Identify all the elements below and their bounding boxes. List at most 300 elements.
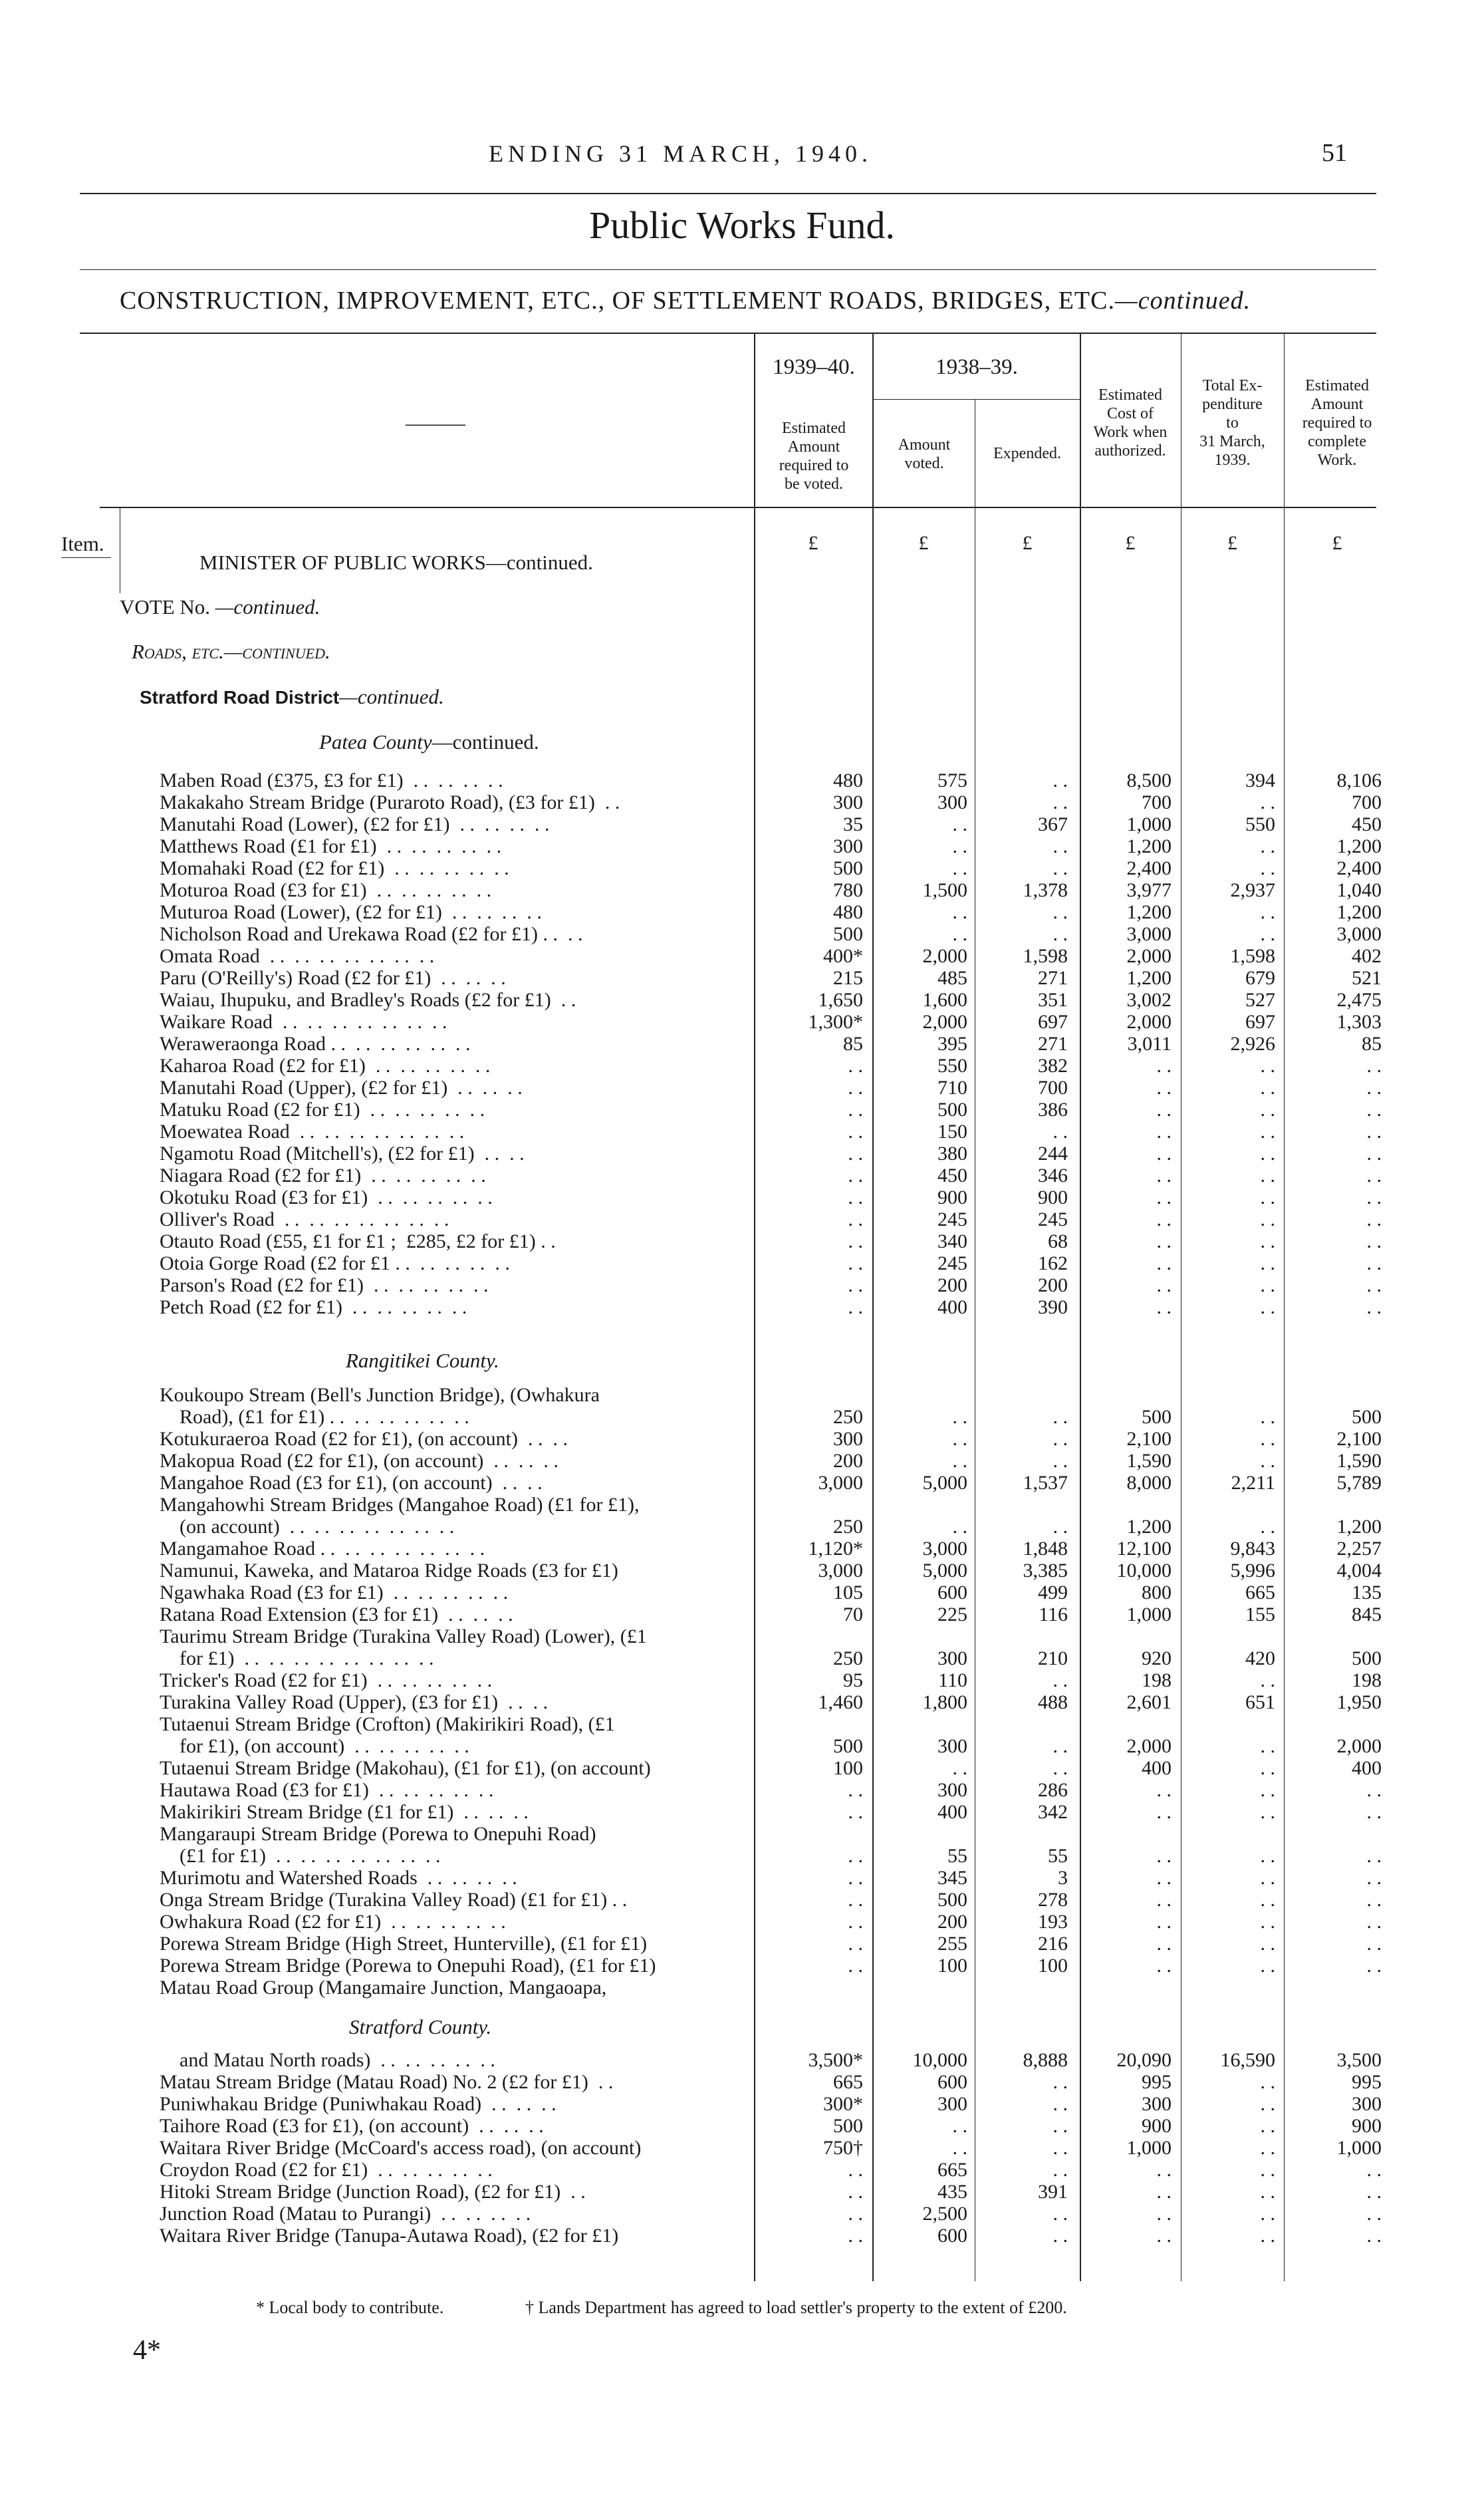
row-label: Petch Road (£2 for £1) . . . . . . . . . . [160, 1296, 467, 1318]
row-value: . . [1366, 1121, 1382, 1143]
row-value: 435 [937, 2181, 967, 2203]
row-value: . . [1366, 1274, 1382, 1296]
row-value: 1,848 [1023, 1538, 1068, 1560]
row-value: . . [952, 813, 967, 835]
header-est-voted [754, 419, 874, 493]
row-value: 1,200 [1126, 901, 1172, 923]
row-value: 395 [937, 1033, 967, 1055]
hdr-line: Amount [787, 438, 840, 456]
row-value: 500 [833, 1735, 863, 1757]
row-value: . . [1366, 1208, 1382, 1230]
row-value: 665 [937, 2159, 967, 2181]
row-value: . . [1260, 2159, 1275, 2181]
row-label: Manutahi Road (Upper), (£2 for £1) . . . . . . [160, 1077, 523, 1099]
row-value: . . [1052, 1757, 1068, 1779]
row-value: 488 [1038, 1691, 1068, 1713]
row-value: . . [1052, 1450, 1068, 1472]
row-value: 2,000 [1336, 1735, 1382, 1757]
row-value: 2,211 [1231, 1472, 1275, 1494]
row-value: 380 [937, 1143, 967, 1165]
row-value: . . [1260, 2071, 1275, 2093]
row-value: . . [1366, 1933, 1382, 1955]
row-value: . . [1260, 835, 1275, 857]
row-value: 55 [947, 1845, 967, 1867]
row-value: 342 [1038, 1801, 1068, 1823]
row-value: . . [1156, 1889, 1172, 1911]
header-expended: Expended. [993, 445, 1061, 462]
rule-header-bottom [100, 507, 1376, 508]
row-label: Tricker's Road (£2 for £1) . . . . . . . . . . [160, 1669, 493, 1691]
hdr-line: complete [1308, 433, 1366, 450]
row-label: Makirikiri Stream Bridge (£1 for £1) . . . . . . [160, 1801, 529, 1823]
row-value: 8,888 [1023, 2049, 1068, 2071]
row-value: 679 [1245, 967, 1275, 989]
row-value: . . [1260, 1274, 1275, 1296]
row-value: 710 [937, 1077, 967, 1099]
row-value: 700 [1142, 791, 1172, 813]
row-value: . . [1156, 1911, 1172, 1933]
row-value: . . [1260, 1669, 1275, 1691]
hdr-line: authorized. [1094, 442, 1166, 460]
row-label: Makakaho Stream Bridge (Puraroto Road), (£3 for £1) . . [160, 791, 620, 813]
row-value: . . [1366, 1779, 1382, 1801]
stratford-heading: Stratford County. [349, 2015, 492, 2038]
row-label: Onga Stream Bridge (Turakina Valley Road) (£1 for £1) . . [160, 1889, 628, 1911]
header-1938-39: 1938–39. [935, 355, 1018, 379]
row-value: . . [1366, 1801, 1382, 1823]
row-value: 2,000 [922, 1011, 967, 1033]
row-value: 386 [1038, 1099, 1068, 1121]
row-label: Namunui, Kaweka, and Mataroa Ridge Roads (£3 for £1) [160, 1560, 618, 1582]
row-label: Waitara River Bridge (McCoard's access road), (on account) [160, 2137, 642, 2159]
row-value: 480 [833, 769, 863, 791]
row-label: Manutahi Road (Lower), (£2 for £1) . . . . . . . . [160, 813, 550, 835]
row-value: 3,500* [808, 2049, 863, 2071]
row-label: Mangahowhi Stream Bridges (Mangahoe Road) (£1 for £1), [160, 1494, 640, 1516]
row-value: 550 [937, 1055, 967, 1077]
row-value: 1,200 [1336, 1516, 1382, 1538]
row-value: . . [1052, 1516, 1068, 1538]
row-value: . . [848, 1845, 863, 1867]
row-value: 700 [1352, 791, 1382, 813]
row-value: . . [1260, 1735, 1275, 1757]
row-label: Paru (O'Reilly's) Road (£2 for £1) . . . . . . [160, 967, 506, 989]
row-value: . . [1260, 1077, 1275, 1099]
row-label: Matau Stream Bridge (Matau Road) No. 2 (£2 for £1) . . [160, 2071, 614, 2093]
row-value: 3,000 [1336, 923, 1382, 945]
hdr-line: Work. [1317, 452, 1357, 469]
row-value: 340 [937, 1230, 967, 1252]
row-value: 225 [937, 1603, 967, 1625]
row-value: 1,000 [1126, 1603, 1172, 1625]
row-label: Tutaenui Stream Bridge (Crofton) (Makirikiri Road), (£1 [160, 1713, 615, 1735]
row-value: . . [1052, 2071, 1068, 2093]
row-value: 110 [938, 1669, 967, 1691]
row-value: 300* [823, 2093, 863, 2115]
row-value: 700 [1038, 1077, 1068, 1099]
hdr-line: required to [779, 457, 849, 474]
row-value: 135 [1352, 1582, 1382, 1603]
row-value: . . [848, 1867, 863, 1889]
row-value: 1,590 [1336, 1450, 1382, 1472]
row-label: and Matau North roads) . . . . . . . . . . [160, 2049, 495, 2071]
row-value: 3,000 [818, 1472, 863, 1494]
row-value: . . [1260, 1099, 1275, 1121]
row-value: 8,000 [1126, 1472, 1172, 1494]
row-value: . . [848, 1779, 863, 1801]
vote-cont: —continued. [215, 595, 320, 619]
row-value: . . [1260, 1252, 1275, 1274]
hdr-line: Estimated [1305, 377, 1369, 394]
row-value: 1,000 [1126, 2137, 1172, 2159]
row-value: 500 [937, 1889, 967, 1911]
row-value: . . [848, 1911, 863, 1933]
row-value: 2,000 [1126, 945, 1172, 967]
hdr-line: Estimated [782, 420, 846, 437]
row-value: . . [848, 1252, 863, 1274]
row-value: . . [1260, 1165, 1275, 1186]
row-value: 5,000 [922, 1472, 967, 1494]
row-value: . . [1366, 1867, 1382, 1889]
row-value: 346 [1038, 1165, 1068, 1186]
row-value: 4,004 [1336, 1560, 1382, 1582]
rule-top [80, 193, 1376, 194]
row-value: . . [1156, 1955, 1172, 1977]
row-value: . . [1156, 2159, 1172, 2181]
row-value: 402 [1352, 945, 1382, 967]
row-value: 3,385 [1023, 1560, 1068, 1582]
row-value: . . [848, 1933, 863, 1955]
row-label: for £1) . . . . . . . . . . . . . . . . [160, 1647, 434, 1669]
row-value: . . [1156, 2181, 1172, 2203]
row-value: . . [1052, 2203, 1068, 2225]
row-value: . . [952, 1450, 967, 1472]
row-label: Weraweraonga Road . . . . . . . . . . . . [160, 1033, 471, 1055]
row-value: 500 [1352, 1406, 1382, 1428]
row-label: Niagara Road (£2 for £1) . . . . . . . . . . [160, 1165, 486, 1186]
row-value: . . [1260, 1845, 1275, 1867]
row-value: . . [848, 2159, 863, 2181]
row-value: 527 [1245, 989, 1275, 1011]
row-label: Turakina Valley Road (Upper), (£3 for £1) . . . . [160, 1691, 549, 1713]
row-value: 500 [833, 2115, 863, 2137]
row-value: 900 [1352, 2115, 1382, 2137]
row-value: 900 [1142, 2115, 1172, 2137]
row-value: . . [1366, 1055, 1382, 1077]
row-value: 500 [833, 923, 863, 945]
row-value: 1,590 [1126, 1450, 1172, 1472]
row-value: 382 [1038, 1055, 1068, 1077]
row-value: 2,100 [1126, 1428, 1172, 1450]
row-label: Waikare Road . . . . . . . . . . . . . . [160, 1011, 447, 1033]
patea-cont: —continued. [432, 730, 539, 754]
row-label: (£1 for £1) . . . . . . . . . . . . . . [160, 1845, 441, 1867]
row-value: 198 [1352, 1669, 1382, 1691]
footnote-dagger: † Lands Department has agreed to load settler's property to the extent of £200. [525, 2298, 1067, 2317]
row-value: 210 [1038, 1647, 1068, 1669]
row-value: . . [848, 2203, 863, 2225]
row-value: . . [848, 1186, 863, 1208]
row-label: Omata Road . . . . . . . . . . . . . . [160, 945, 435, 967]
row-value: 351 [1038, 989, 1068, 1011]
row-value: 300 [937, 791, 967, 813]
row-label: Waitara River Bridge (Tanupa-Autawa Road), (£2 for £1) [160, 2225, 619, 2247]
district-name: Stratford Road District [140, 687, 340, 708]
row-value: . . [1052, 1428, 1068, 1450]
row-value: 2,937 [1230, 879, 1275, 901]
row-value: 697 [1038, 1011, 1068, 1033]
page-title: Public Works Fund. [589, 204, 895, 247]
row-value: 3,011 [1127, 1033, 1172, 1055]
row-value: . . [1260, 791, 1275, 813]
hdr-line: required to [1302, 414, 1372, 432]
row-value: 900 [937, 1186, 967, 1208]
row-value: 3 [1058, 1867, 1068, 1889]
row-value: . . [848, 1274, 863, 1296]
subtitle-cont: —continued. [1114, 287, 1251, 315]
item-label: Item. [61, 532, 104, 555]
row-value: . . [1052, 2093, 1068, 2115]
row-value: 575 [937, 769, 967, 791]
row-value: 200 [1038, 1274, 1068, 1296]
row-value: 250 [833, 1406, 863, 1428]
header-est-complete [1284, 376, 1390, 470]
header-1939-40: 1939–40. [773, 355, 855, 379]
row-value: 244 [1038, 1143, 1068, 1165]
row-value: . . [1052, 1669, 1068, 1691]
row-value: . . [1260, 1143, 1275, 1165]
row-value: . . [848, 2225, 863, 2247]
row-value: 391 [1038, 2181, 1068, 2203]
row-value: 1,598 [1230, 945, 1275, 967]
row-value: . . [1366, 1889, 1382, 1911]
row-value: 2,926 [1230, 1033, 1275, 1055]
row-value: . . [848, 1143, 863, 1165]
row-value: 245 [937, 1252, 967, 1274]
row-value: . . [1052, 857, 1068, 879]
row-value: 300 [937, 2093, 967, 2115]
row-value: 1,000 [1126, 813, 1172, 835]
row-value: . . [1156, 1933, 1172, 1955]
row-value: 995 [1352, 2071, 1382, 2093]
row-value: 394 [1245, 769, 1275, 791]
row-value: 1,200 [1336, 835, 1382, 857]
row-value: . . [952, 835, 967, 857]
row-value: 499 [1038, 1582, 1068, 1603]
row-value: . . [1260, 1933, 1275, 1955]
row-value: 1,200 [1126, 1516, 1172, 1538]
row-value: . . [1366, 2203, 1382, 2225]
row-value: . . [952, 923, 967, 945]
row-label: Olliver's Road . . . . . . . . . . . . . . [160, 1208, 449, 1230]
row-value: 400 [1142, 1757, 1172, 1779]
row-value: 450 [937, 1165, 967, 1186]
row-label: Otoia Gorge Road (£2 for £1 . . . . . . . . . . [160, 1252, 510, 1274]
row-value: 162 [1038, 1252, 1068, 1274]
row-label: Ngamotu Road (Mitchell's), (£2 for £1) . . . . [160, 1143, 525, 1165]
row-value: 95 [843, 1669, 863, 1691]
vote-label: VOTE No. [120, 595, 211, 619]
row-value: 2,000 [1126, 1011, 1172, 1033]
row-label: Hautawa Road (£3 for £1) . . . . . . . . . . [160, 1779, 494, 1801]
row-value: 116 [1039, 1603, 1068, 1625]
row-value: . . [1156, 1143, 1172, 1165]
row-value: . . [952, 1516, 967, 1538]
row-label: Maben Road (£375, £3 for £1) . . . . . . . . [160, 769, 503, 791]
pound-sign: £ [1022, 532, 1033, 554]
hdr-line: Cost of [1106, 405, 1154, 422]
row-value: . . [848, 1889, 863, 1911]
footnote-star: * Local body to contribute. [256, 2298, 444, 2317]
row-value: . . [1366, 1186, 1382, 1208]
pound-sign: £ [1332, 532, 1342, 554]
row-value: 390 [1038, 1296, 1068, 1318]
row-value: . . [952, 1428, 967, 1450]
row-value: . . [1260, 901, 1275, 923]
row-value: 1,378 [1023, 879, 1068, 901]
row-value: . . [1260, 1911, 1275, 1933]
row-value: 100 [833, 1757, 863, 1779]
row-value: . . [1052, 923, 1068, 945]
row-value: 100 [937, 1955, 967, 1977]
row-value: 500 [1142, 1406, 1172, 1428]
row-value: 1,650 [818, 989, 863, 1011]
row-value: 1,000 [1336, 2137, 1382, 2159]
signature-mark: 4* [133, 2335, 161, 2366]
row-value: 2,475 [1336, 989, 1382, 1011]
row-label: Koukoupo Stream (Bell's Junction Bridge), (Owhakura [160, 1384, 600, 1406]
vote-heading [120, 595, 320, 619]
row-value: . . [1156, 1208, 1172, 1230]
row-value: 8,500 [1126, 769, 1172, 791]
row-value: 1,300* [808, 1011, 863, 1033]
hdr-line: penditure [1202, 396, 1263, 413]
row-value: 1,460 [818, 1691, 863, 1713]
row-value: . . [1260, 2115, 1275, 2137]
row-value: 245 [937, 1208, 967, 1230]
row-value: . . [1260, 1867, 1275, 1889]
row-value: 845 [1352, 1603, 1382, 1625]
row-value: . . [1260, 2137, 1275, 2159]
row-label: Parson's Road (£2 for £1) . . . . . . . . . . [160, 1274, 489, 1296]
row-value: 900 [1038, 1186, 1068, 1208]
row-value: . . [1156, 1077, 1172, 1099]
row-label: Waiau, Ihupuku, and Bradley's Roads (£2 for £1) . . [160, 989, 576, 1011]
hdr-line: Work when [1093, 424, 1168, 441]
row-value: 105 [833, 1582, 863, 1603]
row-label: Ngawhaka Road (£3 for £1) . . . . . . . . . . [160, 1582, 509, 1603]
row-value: 2,400 [1336, 857, 1382, 879]
row-value: . . [848, 1230, 863, 1252]
row-value: . . [1366, 1911, 1382, 1933]
row-value: . . [1366, 1296, 1382, 1318]
district-heading [140, 685, 444, 709]
row-value: 1,303 [1336, 1011, 1382, 1033]
row-value: 500 [1352, 1647, 1382, 1669]
row-value: . . [1052, 2159, 1068, 2181]
row-value: . . [1052, 2137, 1068, 2159]
row-value: 600 [937, 1582, 967, 1603]
pound-sign: £ [1125, 532, 1136, 554]
row-value: . . [1366, 2181, 1382, 2203]
row-value: . . [1260, 1186, 1275, 1208]
row-value: . . [1156, 1165, 1172, 1186]
row-value: . . [1366, 1077, 1382, 1099]
row-value: 5,789 [1336, 1472, 1382, 1494]
row-label: Taurimu Stream Bridge (Turakina Valley Road) (Lower), (£1 [160, 1625, 647, 1647]
row-label: for £1), (on account) . . . . . . . . . . [160, 1735, 469, 1757]
row-value: . . [952, 2115, 967, 2137]
row-value: . . [1260, 1208, 1275, 1230]
row-value: 1,598 [1023, 945, 1068, 967]
row-value: 2,257 [1336, 1538, 1382, 1560]
pound-sign: £ [1227, 532, 1237, 554]
row-value: . . [1260, 923, 1275, 945]
row-value: 521 [1352, 967, 1382, 989]
row-value: 300 [937, 1647, 967, 1669]
row-value: 200 [937, 1911, 967, 1933]
row-value: . . [848, 1801, 863, 1823]
row-value: . . [848, 1077, 863, 1099]
row-value: . . [952, 1406, 967, 1428]
row-value: . . [1052, 901, 1068, 923]
row-value: 85 [843, 1033, 863, 1055]
hdr-line: Amount [898, 436, 951, 454]
row-value: . . [1156, 1121, 1172, 1143]
table-subtitle [120, 286, 1251, 315]
row-value: 1,200 [1126, 835, 1172, 857]
row-value: 20,090 [1116, 2049, 1172, 2071]
row-value: . . [1260, 2203, 1275, 2225]
row-label: Croydon Road (£2 for £1) . . . . . . . . . . [160, 2159, 493, 2181]
row-value: . . [952, 1757, 967, 1779]
row-value: 3,500 [1336, 2049, 1382, 2071]
row-value: 345 [937, 1867, 967, 1889]
row-value: . . [1156, 1055, 1172, 1077]
row-value: 16,590 [1220, 2049, 1275, 2071]
row-value: . . [1366, 2225, 1382, 2247]
row-label: Kotukuraeroa Road (£2 for £1), (on account) . . . . [160, 1428, 568, 1450]
row-value: . . [1052, 2225, 1068, 2247]
row-value: . . [1260, 2093, 1275, 2115]
row-value: 8,106 [1336, 769, 1382, 791]
row-value: 1,500 [922, 879, 967, 901]
row-value: . . [1156, 1252, 1172, 1274]
subtitle-main: CONSTRUCTION, IMPROVEMENT, ETC., OF SETTLEMENT ROADS, BRIDGES, ETC. [120, 287, 1115, 315]
row-value: . . [1260, 857, 1275, 879]
row-value: . . [1052, 791, 1068, 813]
roads-heading: Roads, etc.—continued. [132, 640, 330, 663]
row-value: 485 [937, 967, 967, 989]
row-label: Murimotu and Watershed Roads . . . . . . . . [160, 1867, 517, 1889]
row-value: 400 [1352, 1757, 1382, 1779]
row-value: 10,000 [1116, 1560, 1172, 1582]
row-value: . . [1156, 2203, 1172, 2225]
row-value: . . [1260, 1055, 1275, 1077]
row-value: 400 [937, 1801, 967, 1823]
row-label: Mangaraupi Stream Bridge (Porewa to Onepuhi Road) [160, 1823, 596, 1845]
row-value: . . [848, 1055, 863, 1077]
row-label: Hitoki Stream Bridge (Junction Road), (£2 for £1) . . [160, 2181, 586, 2203]
rule-year-split [872, 399, 1081, 400]
header-est-cost [1080, 386, 1181, 460]
row-label: Nicholson Road and Urekawa Road (£2 for £1) . . . . [160, 923, 583, 945]
row-value: . . [1052, 2115, 1068, 2137]
row-value: . . [848, 1296, 863, 1318]
row-value: 400 [937, 1296, 967, 1318]
row-value: 155 [1245, 1603, 1275, 1625]
row-value: 68 [1048, 1230, 1068, 1252]
